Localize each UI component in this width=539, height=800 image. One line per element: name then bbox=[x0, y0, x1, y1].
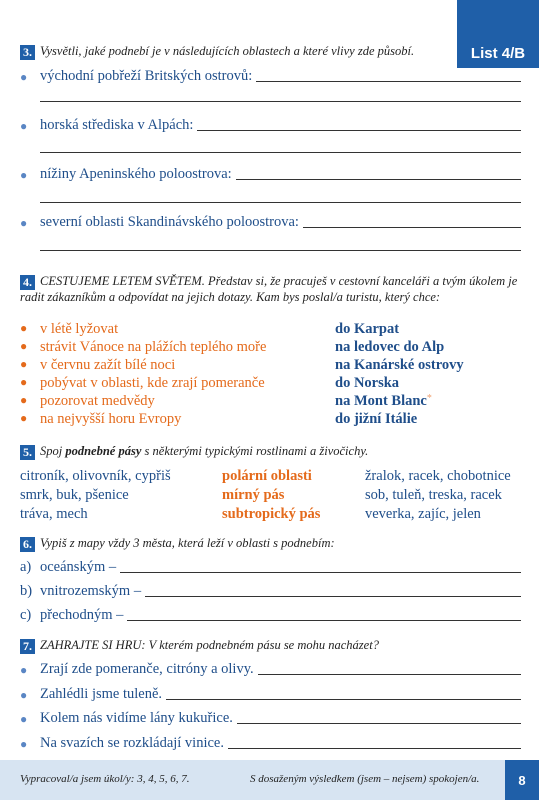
q5-left-item: tráva, mech bbox=[20, 506, 88, 522]
footer-completed-tasks: Vypracoval/a jsem úkol/y: 3, 4, 5, 6, 7. bbox=[20, 773, 190, 785]
q6-letter: b) bbox=[20, 583, 33, 599]
q6-letter: c) bbox=[20, 607, 32, 623]
q7-item-label: Zrají zde pomeranče, citróny a olivy. bbox=[40, 661, 254, 677]
bullet-icon: ● bbox=[20, 688, 28, 702]
footer bbox=[0, 760, 539, 800]
q5-heading bbox=[20, 444, 368, 460]
q4-wish: pobývat v oblasti, kde zrají pomeranče bbox=[40, 375, 265, 391]
bullet-icon: ● bbox=[20, 393, 28, 407]
q5-left-item: smrk, buk, pšenice bbox=[20, 487, 129, 503]
sheet-tab bbox=[457, 0, 539, 68]
q4-pair bbox=[20, 357, 520, 375]
bullet-icon: ● bbox=[20, 70, 28, 84]
q5-mid-column bbox=[222, 467, 320, 524]
q4-number: 4. bbox=[20, 275, 35, 290]
bullet-icon: ● bbox=[20, 737, 28, 751]
bullet-icon: ● bbox=[20, 712, 28, 726]
q5-text: s některými typickými rostlinami a živočichy. bbox=[141, 444, 369, 458]
q5-zone: mírný pás bbox=[222, 487, 285, 503]
q4-destination: do Karpat bbox=[335, 321, 400, 337]
q5-zone: subtropický pás bbox=[222, 506, 321, 522]
q7-item bbox=[20, 685, 521, 703]
bullet-icon: ● bbox=[20, 168, 28, 182]
q6-letter: a) bbox=[20, 559, 32, 575]
q3-item-label: východní pobřeží Britských ostrovů: bbox=[40, 68, 253, 84]
q5-zone: polární oblasti bbox=[222, 468, 312, 484]
q3-item bbox=[20, 67, 521, 85]
q4-destination: na Kanárské ostrovy bbox=[335, 357, 464, 373]
bullet-icon: ● bbox=[20, 216, 28, 230]
q5-right-item: sob, tuleň, treska, racek bbox=[365, 487, 502, 503]
answer-line[interactable] bbox=[256, 81, 521, 82]
bullet-icon: ● bbox=[20, 375, 28, 389]
q3-heading bbox=[20, 44, 414, 60]
asterisk-icon: * bbox=[426, 393, 432, 404]
q5-left-column bbox=[20, 467, 171, 524]
q7-item-label: Zahlédli jsme tuleně. bbox=[40, 686, 163, 702]
answer-line[interactable] bbox=[145, 596, 521, 597]
bullet-icon: ● bbox=[20, 119, 28, 133]
q7-text: ZAHRAJTE SI HRU: V kterém podnebném pásu se mohu nacházet? bbox=[40, 638, 379, 652]
bullet-icon: ● bbox=[20, 339, 28, 353]
q7-item bbox=[20, 709, 521, 727]
q4-pair bbox=[20, 339, 520, 357]
q3-item-label: severní oblasti Skandinávského poloostrova: bbox=[40, 214, 299, 230]
sheet-label: List 4/B bbox=[470, 45, 526, 62]
bullet-icon: ● bbox=[20, 663, 28, 677]
q5-left-item: citroník, olivovník, cypřiš bbox=[20, 468, 171, 484]
page-number bbox=[505, 760, 539, 800]
q4-destination: do jižní Itálie bbox=[335, 411, 418, 427]
q4-pair bbox=[20, 411, 520, 429]
answer-line[interactable] bbox=[40, 250, 521, 251]
answer-line[interactable] bbox=[228, 748, 521, 749]
footer-satisfaction: S dosaženým výsledkem (jsem – nejsem) spokojen/a. bbox=[250, 773, 480, 785]
q3-text: Vysvětli, jaké podnebí je v následujících oblastech a které vlivy zde působí. bbox=[40, 44, 415, 58]
q3-item-label: horská střediska v Alpách: bbox=[40, 117, 194, 133]
q4-heading bbox=[20, 274, 520, 304]
q7-heading bbox=[20, 638, 379, 654]
answer-line[interactable] bbox=[40, 202, 521, 203]
q5-right-item: žralok, racek, chobotnice bbox=[365, 468, 511, 484]
answer-line[interactable] bbox=[237, 723, 521, 724]
answer-line[interactable] bbox=[40, 152, 521, 153]
q4-wish: na nejvyšší horu Evropy bbox=[40, 411, 182, 427]
q7-item-label: Na svazích se rozkládají vinice. bbox=[40, 735, 224, 751]
bullet-icon: ● bbox=[20, 357, 28, 371]
q5-right-item: veverka, zajíc, jelen bbox=[365, 506, 481, 522]
q3-item bbox=[20, 165, 521, 183]
q6-text: Vypiš z mapy vždy 3 města, která leží v oblasti s podnebím: bbox=[40, 536, 335, 550]
q4-destination: na ledovec do Alp bbox=[335, 339, 445, 355]
answer-line[interactable] bbox=[120, 572, 521, 573]
q6-label: oceánským – bbox=[40, 559, 117, 575]
q3-number: 3. bbox=[20, 45, 35, 60]
answer-line[interactable] bbox=[40, 101, 521, 102]
bullet-icon: ● bbox=[20, 321, 28, 335]
q3-item bbox=[20, 213, 521, 231]
q4-pair bbox=[20, 321, 520, 339]
answer-line[interactable] bbox=[258, 674, 521, 675]
q5-text: Spoj bbox=[40, 444, 66, 458]
answer-line[interactable] bbox=[197, 130, 521, 131]
q7-item-label: Kolem nás vidíme lány kukuřice. bbox=[40, 710, 233, 726]
q4-wish: pozorovat medvědy bbox=[40, 393, 155, 409]
q7-item bbox=[20, 734, 521, 752]
q6-heading bbox=[20, 536, 335, 552]
q4-wish: strávit Vánoce na plážích teplého moře bbox=[40, 339, 267, 355]
q6-item bbox=[20, 558, 521, 576]
q4-pair bbox=[20, 393, 520, 411]
q6-item bbox=[20, 606, 521, 624]
q4-destination: na Mont Blanc bbox=[335, 393, 427, 409]
q5-text-bold: podnebné pásy bbox=[65, 444, 142, 458]
q6-number: 6. bbox=[20, 537, 35, 552]
bullet-icon: ● bbox=[20, 411, 28, 425]
page-number-label: 8 bbox=[518, 772, 526, 788]
q3-item bbox=[20, 116, 521, 134]
q4-wish: v červnu zažít bílé noci bbox=[40, 357, 176, 373]
q4-wish: v létě lyžovat bbox=[40, 321, 119, 337]
q4-destination: do Norska bbox=[335, 375, 400, 391]
q5-number: 5. bbox=[20, 445, 35, 460]
q7-item bbox=[20, 660, 521, 678]
q4-pair bbox=[20, 375, 520, 393]
q4-text: CESTUJEME LETEM SVĚTEM. Představ si, že pracuješ v cestovní kanceláři a tvým úkolem je radit zákazníkům a odpovídat na jejich dotazy. Kam bys poslal/a turistu, který chce: bbox=[20, 274, 518, 304]
q6-label: vnitrozemským – bbox=[40, 583, 142, 599]
q6-item bbox=[20, 582, 521, 600]
answer-line[interactable] bbox=[127, 620, 521, 621]
q3-item-label: nížiny Apeninského poloostrova: bbox=[40, 166, 232, 182]
answer-line[interactable] bbox=[303, 227, 521, 228]
q6-label: přechodným – bbox=[40, 607, 124, 623]
answer-line[interactable] bbox=[166, 699, 521, 700]
answer-line[interactable] bbox=[236, 179, 521, 180]
q5-right-column bbox=[365, 467, 511, 524]
q7-number: 7. bbox=[20, 639, 35, 654]
